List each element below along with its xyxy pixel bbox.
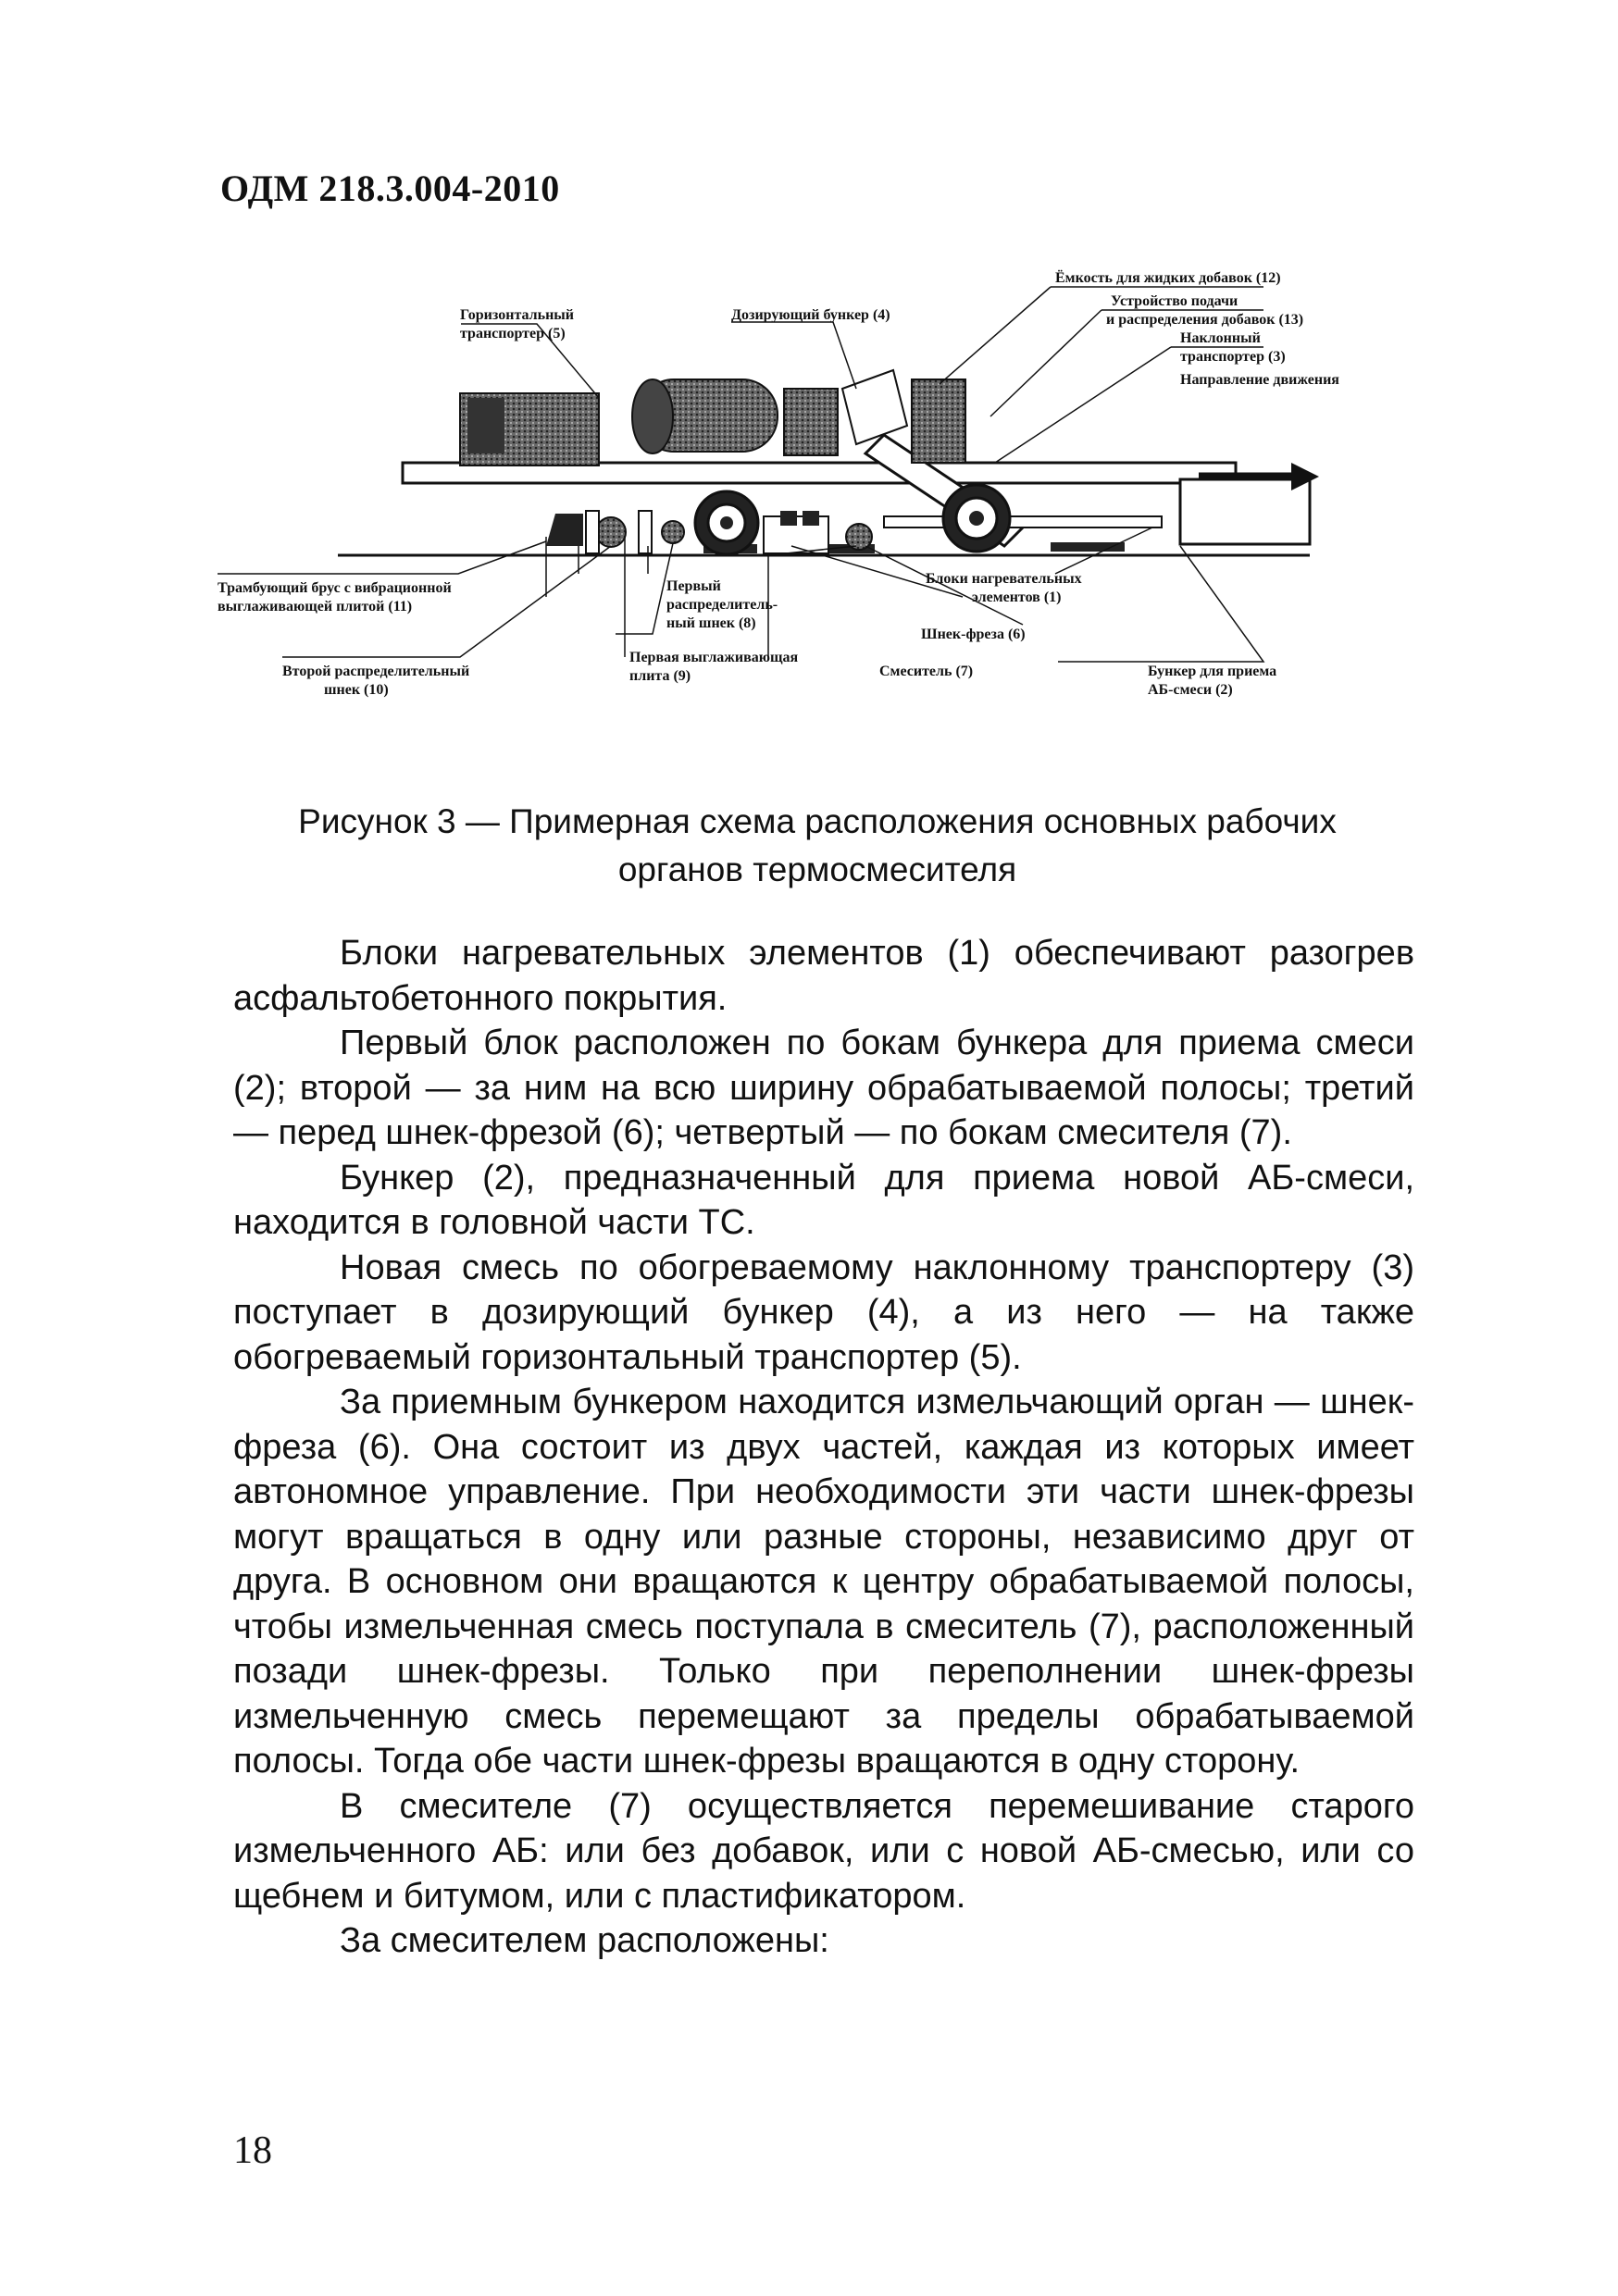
label-liquid-tank: Ёмкость для жидких добавок (12) <box>1055 270 1281 286</box>
label-heating-blocks-2: элементов (1) <box>972 590 1062 605</box>
cutter-auger <box>846 524 872 550</box>
label-first-auger-2: распределитель- <box>666 597 778 613</box>
conveyor-panel <box>467 398 504 453</box>
liquid-additive-tank <box>912 379 965 463</box>
plate-rod <box>639 511 652 553</box>
heating-element-3 <box>1051 542 1125 552</box>
paragraph: Блоки нагревательных элементов (1) обеспечивают разогрев асфальтобетонного покрытия. <box>233 934 1414 1018</box>
label-first-plate-1: Первая выглаживающая <box>629 650 799 665</box>
label-dosing-bunker: Дозирующий бункер (4) <box>731 307 890 323</box>
paragraph: В смесителе (7) осуществляется перемешивание старого измельченного АБ: или без добавок, или с новой АБ-смесью, или со щебнем и битумом, или с пластификатором. <box>233 1786 1414 1916</box>
paragraph: За смесителем расположены: <box>340 1921 829 1960</box>
wheel-front <box>943 485 1010 552</box>
label-tamper-2: выглаживающей плитой (11) <box>218 599 413 614</box>
hopper-body <box>1180 479 1310 544</box>
document-code: ОДМ 218.3.004-2010 <box>220 168 560 209</box>
mixer-part <box>803 511 819 526</box>
tank-end-cap <box>632 379 673 453</box>
heating-rail <box>884 516 1162 527</box>
label-second-auger-2: шнек (10) <box>324 682 389 698</box>
label-mixer: Смеситель (7) <box>879 664 974 679</box>
dosing-block <box>784 389 838 455</box>
second-distribution-auger <box>596 517 626 547</box>
conveyor-head <box>842 370 907 444</box>
machine-diagram <box>218 268 1439 731</box>
tamper-rod <box>586 511 599 553</box>
label-additive-feed-1: Устройство подачи <box>1111 293 1238 309</box>
label-inclined-conveyor-2: транспортер (3) <box>1180 349 1286 365</box>
label-heating-blocks-1: Блоки нагревательных <box>926 571 1082 587</box>
figure-caption <box>220 798 1414 894</box>
mixer-part <box>780 511 797 526</box>
thermo-mixer-schematic <box>218 268 1439 731</box>
paragraph: За приемным бункером находится измельчающий орган — шнек-фреза (6). Она состоит из двух частей, каждая из которых имеет автономное управление. При необходимости эти части шнек-фрезы могут вращаться в одну или разные стороны, независимо друг от друга. В основном они вращаются к центру обрабатываемой полосы, чтобы измельченная смесь поступала в смеситель (7), расположенный позади шнек-фрезы. Только при переполнении шнек-фрезы измельченную смесь перемещают за пределы обрабатываемой полосы. Тогда обе части шнек-фрезы вращаются в одну сторону. <box>233 1383 1414 1781</box>
first-distribution-auger <box>662 521 684 543</box>
label-first-auger-1: Первый <box>666 578 721 594</box>
caption-line-2: органов термосмесителя <box>617 850 1017 888</box>
label-inclined-conveyor-1: Наклонный <box>1180 330 1261 346</box>
wheel-rear <box>695 491 758 554</box>
label-first-auger-3: ный шнек (8) <box>666 615 756 631</box>
body-text <box>233 931 1414 1964</box>
label-second-auger-1: Второй распределительный <box>282 664 470 679</box>
tamper-beam <box>546 514 583 546</box>
label-cutter-auger: Шнек-фреза (6) <box>921 627 1026 642</box>
paragraph: Бункер (2), предназначенный для приема новой АБ-смеси, находится в головной части ТС. <box>233 1158 1414 1242</box>
label-tamper-1: Трамбующий брус с вибрационной <box>218 580 452 596</box>
page-number: 18 <box>233 2129 272 2172</box>
label-additive-feed-2: и распределения добавок (13) <box>1106 312 1304 328</box>
label-horizontal-conveyor-1: Горизонтальный <box>460 307 575 323</box>
label-first-plate-2: плита (9) <box>629 668 691 684</box>
label-receiving-hopper-1: Бункер для приема <box>1148 664 1277 679</box>
label-direction: Направление движения <box>1180 372 1339 388</box>
paragraph: Новая смесь по обогреваемому наклонному транспортеру (3) поступает в дозирующий бункер (4), а из него — на также обогреваемый горизонтальный транспортер (5). <box>233 1247 1414 1377</box>
label-horizontal-conveyor-2: транспортер (5) <box>460 326 566 341</box>
paragraph: Первый блок расположен по бокам бункера для приема смеси (2); второй — за ним на всю ширину обрабатываемой полосы; третий — перед шнек-фрезой (6); четвертый — по бокам смесителя (7). <box>233 1024 1414 1152</box>
caption-line-1: Рисунок 3 — Примерная схема расположения основных рабочих <box>298 802 1337 840</box>
label-receiving-hopper-2: АБ-смеси (2) <box>1148 682 1233 698</box>
